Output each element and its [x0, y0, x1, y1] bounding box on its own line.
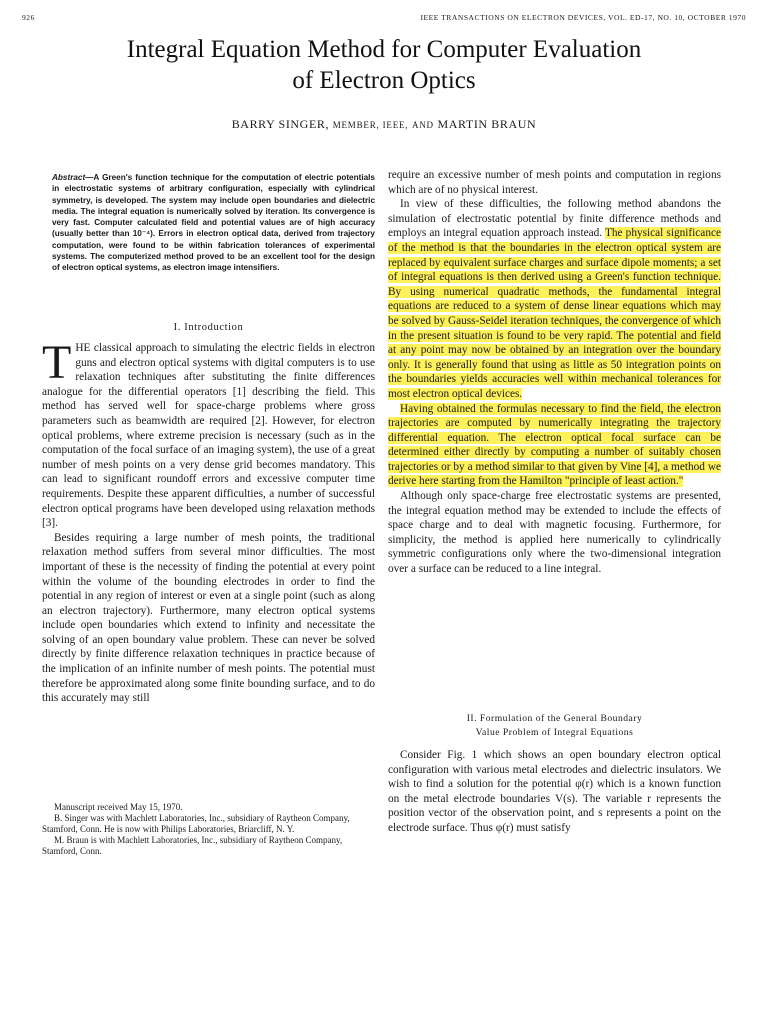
- section-2-body: [388, 748, 721, 836]
- section-1-body: [42, 336, 375, 706]
- highlighted-passage-2: Having obtained the formulas necessary to find the field, the electron trajectories are computed by numerically integrating the trajectory differential equation. The electron optical focal surface can be determined either directly by computing a number of suitably chosen trajectories or by a method similar to that given by Vine [4], a method we derive here starting from the Hamilton "principle of least action.": [388, 402, 721, 488]
- formulation-paragraph-1: Consider Fig. 1 which shows an open boundary electron optical configuration with various metal electrodes and dielectric insulators. We wish to find a solution for the potential φ(r) which is a known function on the metal electrode boundaries V(s). The variable r represents the position vector of the observation point, and s represents a point on the electrode surface. Thus φ(r) must satisfy: [388, 749, 721, 834]
- title-line-1: Integral Equation Method for Computer Evaluation: [126, 36, 642, 63]
- paragraph-continued: require an excessive number of mesh points and computation in regions which are of no physical interest.: [388, 169, 721, 196]
- authors-line: [0, 117, 768, 132]
- author-1-role: MEMBER, IEEE,: [332, 120, 409, 130]
- intro-paragraph-1: [42, 336, 375, 531]
- author-conjunction: AND: [411, 120, 434, 130]
- section-1-heading: I. Introduction: [173, 322, 244, 333]
- footnote-received: Manuscript received May 15, 1970.: [54, 802, 183, 812]
- paragraph-space-charge: Although only space-charge free electrostatic systems are presented, the integral equation method may be extended to include the effects of space charge and to deal with magnetic focusing. Furthermore, for simplicity, the method is applied here numerically to cylindrically symmetric configurations only where the two-dimensional integration over a surface can be reduced to a line integral.: [388, 490, 721, 576]
- paragraph-trajectories: [388, 402, 721, 490]
- drop-cap: T: [42, 336, 72, 389]
- abstract: [52, 172, 375, 274]
- abstract-text: —A Green's function technique for the computation of electric potentials in electrostatic systems of arbitrary configuration, especially with cylindrical symmetry, is developed. The system may include open boundaries and dielectric media. The integral equation is numerically solved by iteration. Its convergence is very fast. Computer calculated field and potential values are of high accuracy (usually better than 10⁻⁴). Errors in electron optical data, derived from trajectory computation, were found to be within fabrication tolerances of experimental systems. The computerized method proved to be an excellent tool for the design of electron optical systems, as electron image intensifiers.: [52, 173, 375, 273]
- intro-paragraph-2: Besides requiring a large number of mesh points, the traditional relaxation method suffers from several minor difficulties. The most important of these is the necessity of finding the potential at every point within the volume of the bounding electrodes in order to find the potential in any region of interest or even at a single point (such as along an electron trajectory). Furthermore, many electron optical systems include open boundaries which extend to infinity and necessitate the solving of an open boundary value problem. These can never be solved directly by finite difference relaxation techniques in practice because of the implication of an infinite number of mesh points. The potential must therefore be approximated along some finite bounding surface, and to do this accurately may still: [42, 531, 375, 705]
- right-column: [388, 168, 721, 577]
- title-line-2: of Electron Optics: [292, 67, 476, 94]
- highlighted-passage-1: The physical significance of the method is that the boundaries in the electron optical system are replaced by equivalent surface charges and surface dipole moments; a set of integral equations is then derived using a Green's function technique. By using numerical quadratic methods, the fundamental integral equations are reduced to a system of dense linear equations which may be solved by Gauss-Seidel iteration techniques, the convergence of which in the present situation is found to be very rapid. The potential and field at any point may now be obtained by an integration over the boundary only. It is generally found that using as little as 50 integration points on the boundaries yields accuracies well within mechanical tolerances for most electron optical devices.: [388, 227, 721, 400]
- journal-header: IEEE TRANSACTIONS ON ELECTRON DEVICES, VOL. ED-17, NO. 10, OCTOBER 1970: [420, 13, 746, 22]
- running-header: [22, 13, 746, 25]
- author-1: BARRY SINGER,: [231, 117, 330, 131]
- footnote-braun: M. Braun is with Machlett Laboratories, Inc., subsidiary of Raytheon Company, Stamford, Conn.: [42, 835, 343, 856]
- author-2: MARTIN BRAUN: [437, 117, 537, 131]
- abstract-label: Abstract: [52, 173, 86, 182]
- paragraph-view: [388, 197, 721, 401]
- section-2-heading-line-2: Value Problem of Integral Equations: [475, 727, 634, 738]
- section-introduction: [42, 322, 375, 706]
- section-formulation-heading: [388, 712, 721, 740]
- paper-title: [0, 34, 768, 96]
- footnotes: [42, 802, 375, 857]
- intro-paragraph-1-text: HE classical approach to simulating the electric fields in electron guns and electron optical systems with digital computers is to use relaxation techniques after substituting the finite differences analogue for the differential operators [1] describing the field. This method has served well for space-charge problems where gross parameters such as beamwidth are required [2]. However, for electron optical problems, where extreme precision is necessary (such as in the computation of the focal surface of an imaging system), the use of a great number of mesh points on a very dense grid becomes mandatory. This can lead to significant roundoff errors and excessive computer time requirements. Despite these apparent difficulties, a number of successful electron optical programs have been developed using relaxation methods [3].: [42, 342, 375, 530]
- footnote-singer: B. Singer was with Machlett Laboratories, Inc., subsidiary of Raytheon Company, Stamford, Conn. He is now with Philips Laboratories, Briarcliff, N. Y.: [42, 813, 350, 834]
- section-2-heading-line-1: II. Formulation of the General Boundary: [466, 713, 643, 724]
- paragraph-view-plain: In view of these difficulties, the following method abandons the simulation of electrostatic potential by finite difference methods and employs an integral equation approach instead.: [388, 198, 721, 240]
- page-number: 926: [22, 13, 35, 22]
